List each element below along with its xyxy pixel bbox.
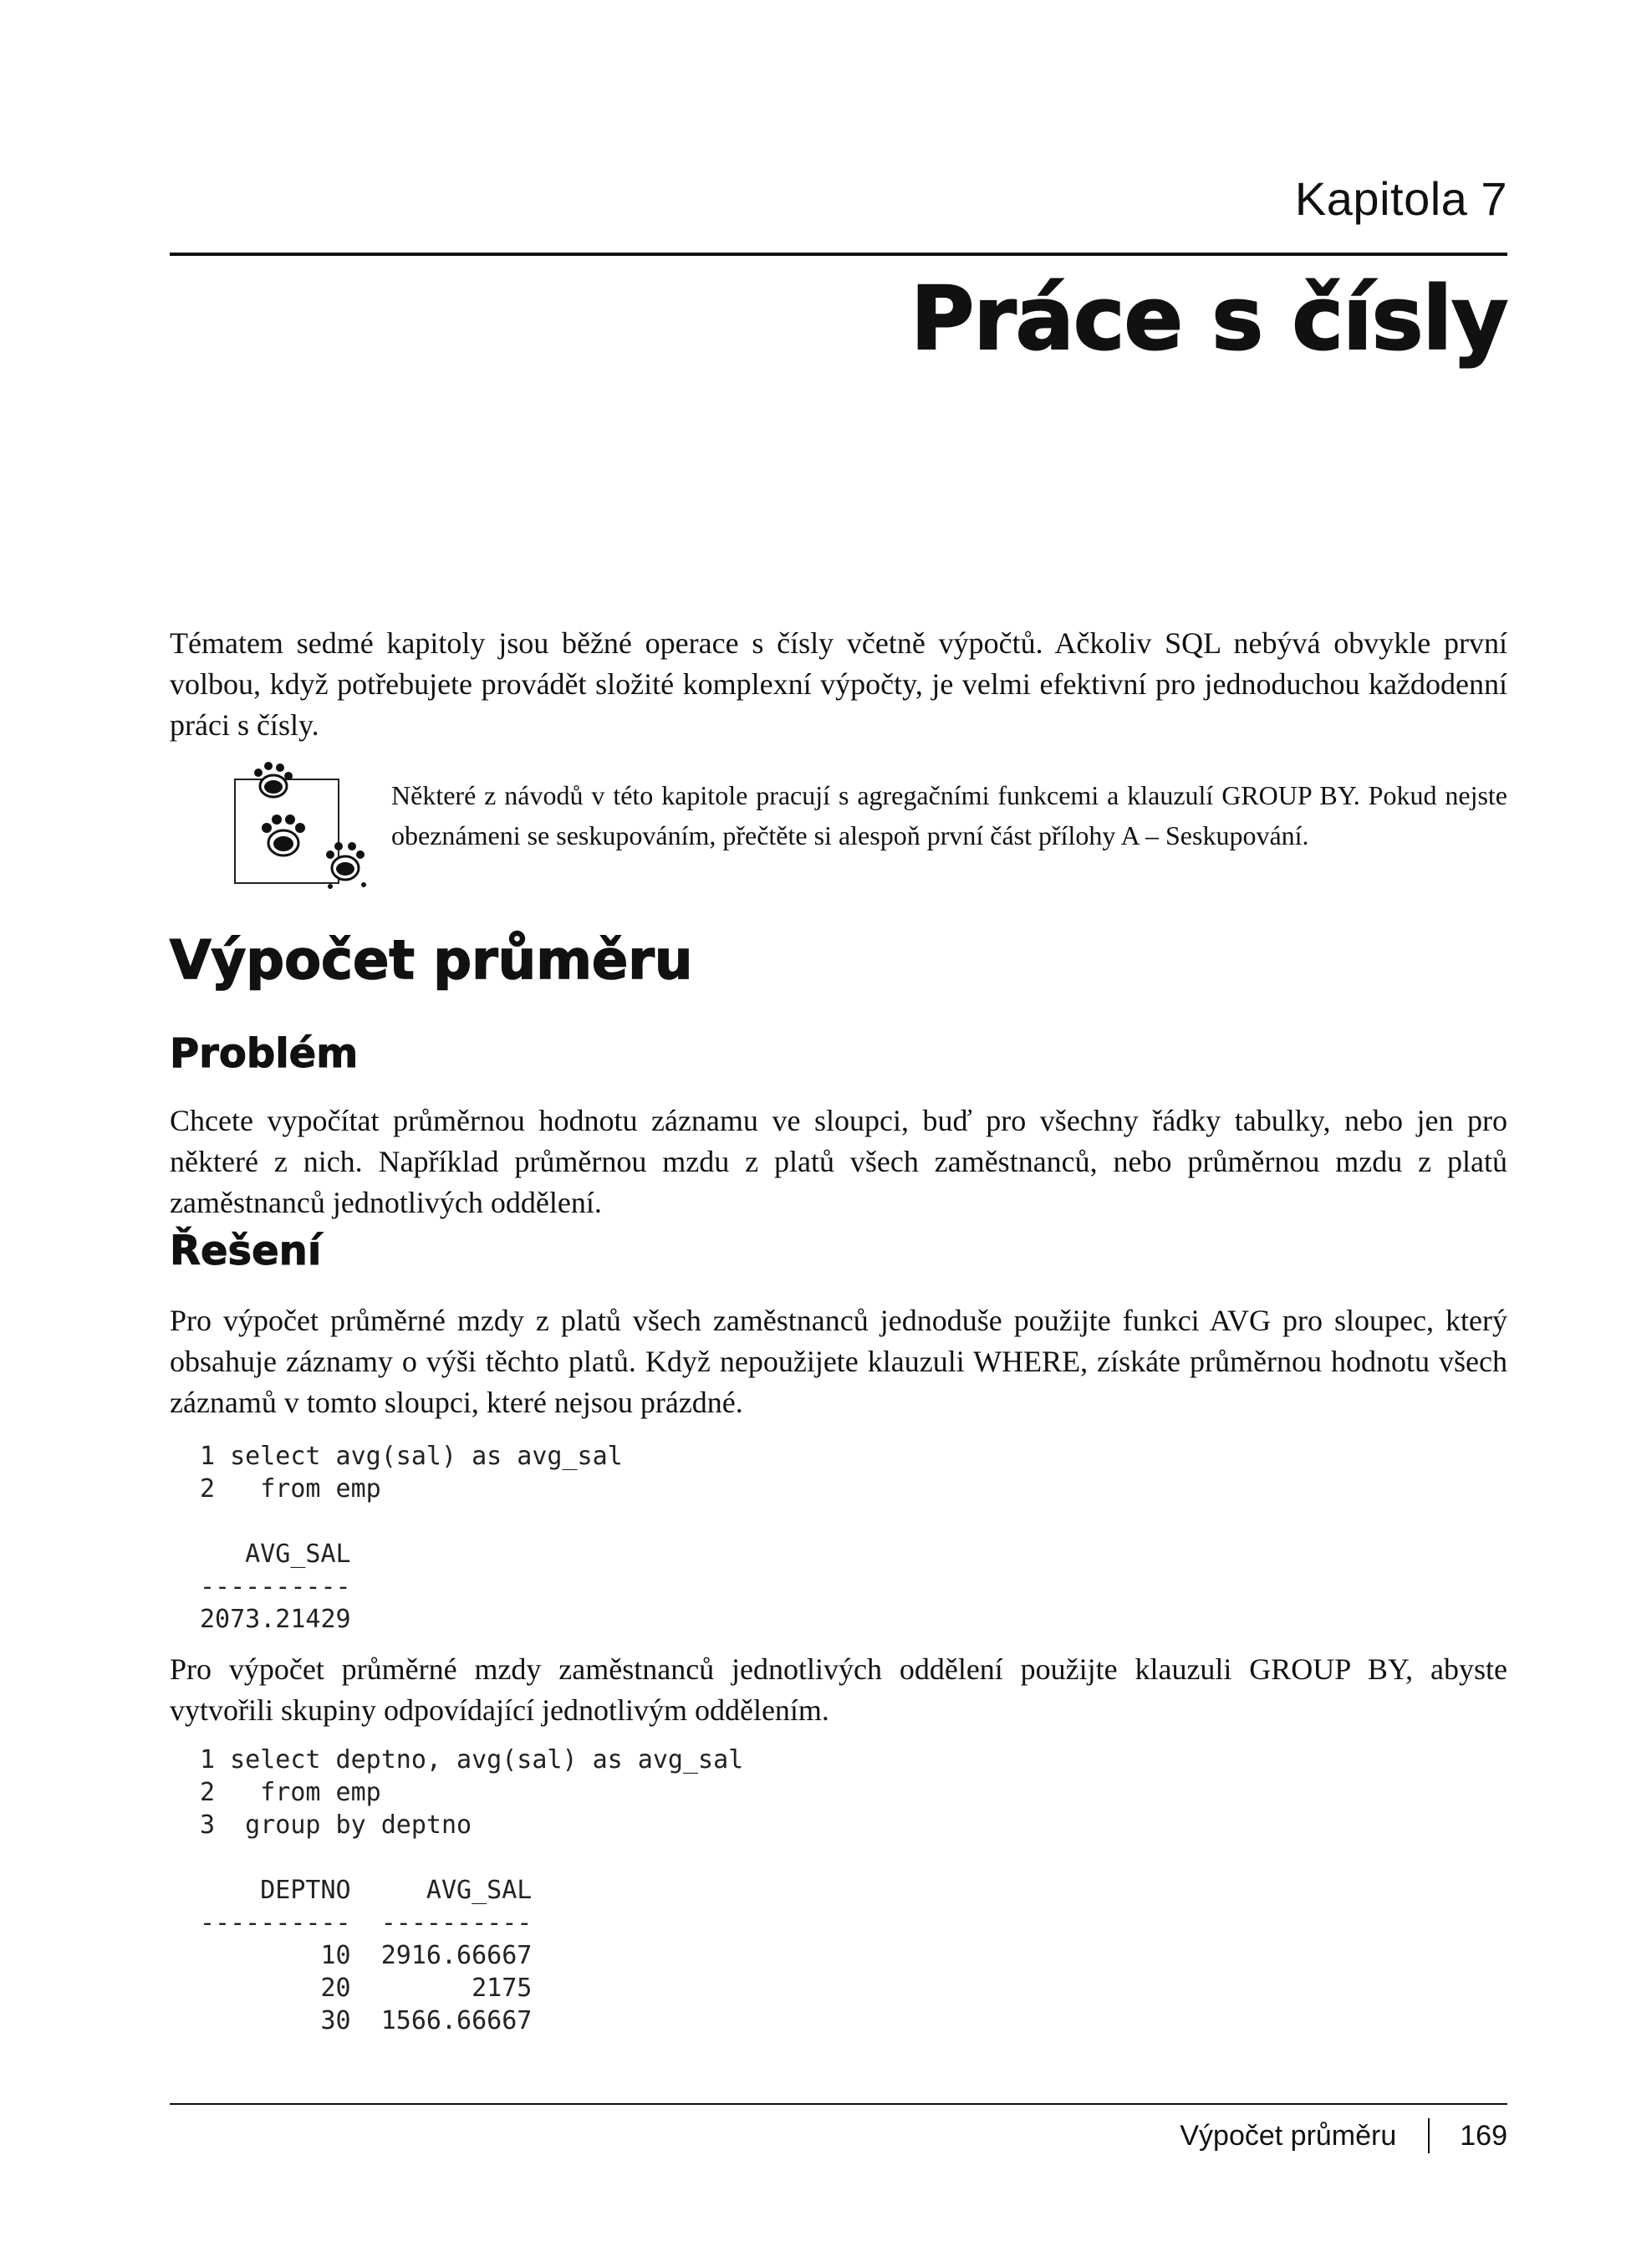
problem-paragraph: Chcete vypočítat průměrnou hodnotu záznamu ve sloupci, buď pro všechny řádky tabulky, nebo jen pro některé z nich. Například průměrnou mzdu z platů všech zaměstnanců, nebo průměrnou mzdu z platů zaměstnanců jednotlivých oddělení.	[170, 1104, 1507, 1219]
footer-divider	[170, 2103, 1507, 2105]
solution-heading: Řešení	[170, 1228, 322, 1274]
problem-heading: Problém	[170, 1030, 359, 1077]
footer-section-title: Výpočet průměru	[1180, 2119, 1397, 2152]
note-text: Některé z návodů v této kapitole pracují s agregačními funkcemi a klauzulí GROUP BY. Pokud nejste obeznámeni se seskupováním, přečtěte si alespoň první část přílohy A – Seskupování.	[391, 780, 1507, 850]
solution-paragraph: Pro výpočet průměrné mzdy z platů všech zaměstnanců jednoduše použijte funkci AVG pro sloupec, který obsahuje záznamy o výši těchto platů. Když nepoužijete klauzuli WHERE, získáte průměrnou hodnotu všech záznamů v tomto sloupci, které nejsou prázdné.	[170, 1304, 1507, 1419]
page-footer	[1180, 2118, 1507, 2153]
footer-separator	[1428, 2118, 1430, 2153]
chapter-title: Práce s čísly	[910, 268, 1507, 370]
chapter-divider	[170, 253, 1507, 256]
paw-prints-icon	[230, 761, 380, 903]
groupby-paragraph: Pro výpočet průměrné mzdy zaměstnanců jednotlivých oddělení použijte klauzuli GROUP BY, abyste vytvořili skupiny odpovídající jednotlivým oddělením.	[170, 1652, 1507, 1727]
intro-paragraph: Tématem sedmé kapitoly jsou běžné operace s čísly včetně výpočtů. Ačkoliv SQL nebývá obvykle první volbou, když potřebujete provádět složité komplexní výpočty, je velmi efektivní pro jednoduchou každodenní práci s čísly.	[170, 626, 1507, 742]
note-box	[230, 761, 1507, 903]
code-listing-groupby: 1 select deptno, avg(sal) as avg_sal 2 from emp 3 group by deptno	[200, 1745, 744, 1840]
chapter-number: Kapitola 7	[1294, 172, 1507, 225]
section-heading: Výpočet průměru	[170, 930, 693, 992]
code-output-avg: AVG_SAL ---------- 2073.21429	[200, 1540, 351, 1634]
code-output-groupby: DEPTNO AVG_SAL ---------- ---------- 10 2916.66667 20 2175 30 1566.66667	[200, 1876, 533, 2035]
page-number: 169	[1460, 2119, 1507, 2152]
book-page	[170, 0, 1507, 2252]
code-listing-avg: 1 select avg(sal) as avg_sal 2 from emp	[200, 1442, 623, 1504]
